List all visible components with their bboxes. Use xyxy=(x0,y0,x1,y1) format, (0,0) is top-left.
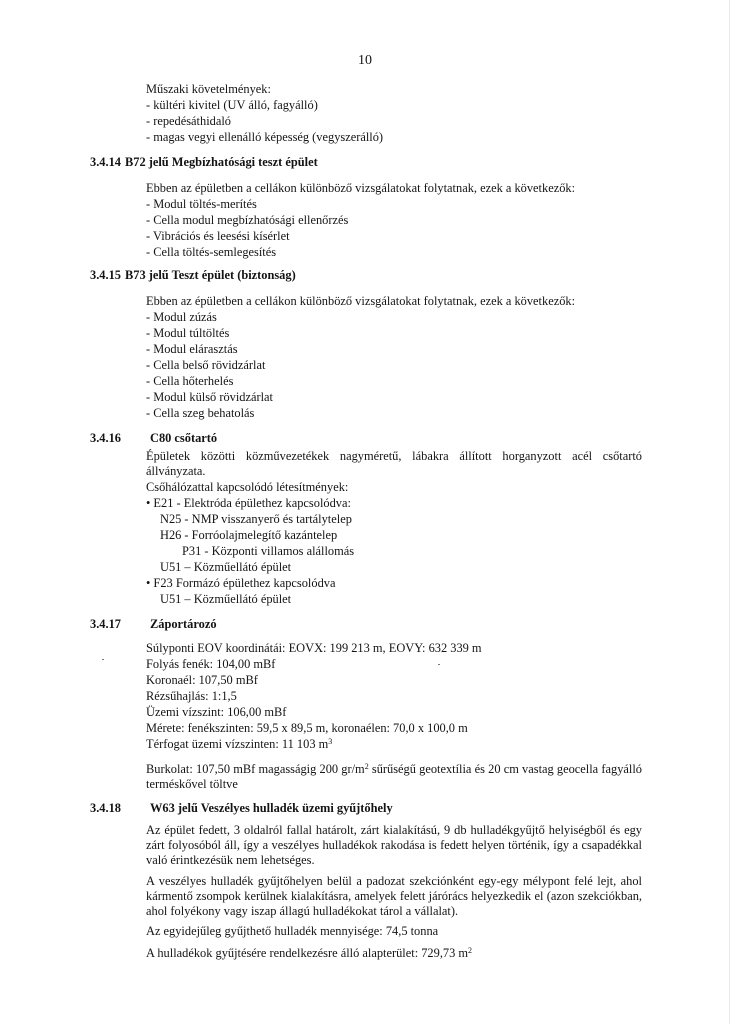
list-item: - Modul túltöltés xyxy=(146,326,230,340)
section-number: 3.4.15 xyxy=(90,268,121,282)
list-item: - Modul elárasztás xyxy=(146,342,238,356)
area-line xyxy=(146,946,472,961)
requirement-item: - magas vegyi ellenálló képesség (vegyszerálló) xyxy=(146,130,384,144)
section-title: B73 jelű Teszt épület (biztonság) xyxy=(124,268,296,282)
list-subitem: N25 - NMP visszanyerő és tartálytelep xyxy=(160,512,352,526)
list-intro: Csőhálózattal kapcsolódó létesítmények: xyxy=(146,480,349,494)
list-item: - Vibrációs és leesési kísérlet xyxy=(146,229,290,243)
spec-line: Rézsűhajlás: 1:1,5 xyxy=(146,689,237,703)
list-item: - Cella modul megbízhatósági ellenőrzés xyxy=(146,213,349,227)
area-unit-exponent: 2 xyxy=(468,946,473,955)
cover-text-pre: Burkolat: 107,50 mBf magasságig 200 gr/m xyxy=(146,762,365,776)
list-subitem: H26 - Forróolajmelegítő kazántelep xyxy=(160,528,338,542)
spec-line: Mérete: fenékszinten: 59,5 x 89,5 m, koronaélen: 70,0 x 100,0 m xyxy=(146,721,468,735)
scan-speck xyxy=(102,659,104,660)
section-heading-3-4-15 xyxy=(90,268,296,283)
section-heading-3-4-14 xyxy=(90,155,318,170)
list-item: - Modul töltés-merítés xyxy=(146,197,257,211)
volume-text: Térfogat üzemi vízszinten: 11 103 m xyxy=(146,737,329,751)
spec-line-volume xyxy=(146,737,332,752)
section-title: B72 jelű Megbízhatósági teszt épület xyxy=(124,155,318,169)
spec-line: Üzemi vízszint: 106,00 mBf xyxy=(146,705,287,719)
scan-speck xyxy=(438,664,440,665)
cover-unit-exponent: 2 xyxy=(364,762,369,771)
section-title: C80 csőtartó xyxy=(150,431,218,445)
spec-line: Folyás fenék: 104,00 mBf xyxy=(146,657,276,671)
area-text: A hulladékok gyűjtésére rendelkezésre álló alapterület: 729,73 m xyxy=(146,946,469,960)
list-item: - Modul zúzás xyxy=(146,310,217,324)
section-number: 3.4.16 xyxy=(90,431,121,445)
spec-line: Koronaél: 107,50 mBf xyxy=(146,673,258,687)
volume-unit-exponent: 3 xyxy=(328,737,333,746)
list-subitem: P31 - Központi villamos alállomás xyxy=(182,544,355,558)
list-item: - Cella szeg behatolás xyxy=(146,406,255,420)
list-item: • F23 Formázó épülethez kapcsolódva xyxy=(146,576,336,590)
section-intro: Ebben az épületben a cellákon különböző vizsgálatokat folytatnak, ezek a következők: xyxy=(146,181,576,195)
requirements-intro: Műszaki követelmények: xyxy=(146,82,271,96)
requirement-item: - kültéri kivitel (UV álló, fagyálló) xyxy=(146,98,318,112)
list-item: - Cella belső rövidzárlat xyxy=(146,358,266,372)
section-number: 3.4.17 xyxy=(90,617,121,631)
page-number: 10 xyxy=(358,53,372,68)
section-title: Záportározó xyxy=(150,617,217,631)
list-item: - Cella töltés-semlegesítés xyxy=(146,245,277,259)
requirement-item: - repedésáthidaló xyxy=(146,114,231,128)
section-paragraph: A veszélyes hulladék gyűjtőhelyen belül a padozat szekciónként egy-egy mélypont felé lejt, ahol kármentő zsompok kerülnek kialakításra, amelyek felett járórács helyezkedik el (azon szekciókban, ahol folyékony vagy iszap állagú hulladékokat tárol a vállalat). xyxy=(146,874,642,918)
cover-text-post: sűrűségű geotextília és 20 cm vastag geocella fagyálló terméskővel töltve xyxy=(146,762,642,791)
list-item: - Modul külső rövidzárlat xyxy=(146,390,273,404)
list-item: • E21 - Elektróda épülethez kapcsolódva: xyxy=(146,496,351,510)
spec-line: Súlyponti EOV koordinátái: EOVX: 199 213 m, EOVY: 632 339 m xyxy=(146,641,482,655)
section-heading-3-4-16 xyxy=(90,431,217,446)
section-number: 3.4.14 xyxy=(90,155,121,169)
list-item: - Cella hőterhelés xyxy=(146,374,234,388)
section-heading-3-4-17 xyxy=(90,617,217,632)
list-subitem: U51 – Közműellátó épület xyxy=(160,592,292,606)
section-intro: Ebben az épületben a cellákon különböző vizsgálatokat folytatnak, ezek a következők: xyxy=(146,294,576,308)
section-title: W63 jelű Veszélyes hulladék üzemi gyűjtőhely xyxy=(150,801,393,815)
list-subitem: U51 – Közműellátó épület xyxy=(160,560,292,574)
section-paragraph: Épületek közötti közművezetékek nagyméretű, lábakra állított horganyzott acél csőtartó állványzata. xyxy=(146,449,642,478)
section-number: 3.4.18 xyxy=(90,801,121,815)
cover-paragraph xyxy=(146,762,642,792)
section-paragraph: Az épület fedett, 3 oldalról fallal határolt, zárt kialakítású, 9 db hulladékgyűjtő helyiségből és egy zárt folyosóból áll, így a veszélyes hulladékok rakodása is fedett helyen történik, így a csapadékkal való érintkezésük nem lehetséges. xyxy=(146,823,642,867)
quantity-line: Az egyidejűleg gyűjthető hulladék mennyisége: 74,5 tonna xyxy=(146,924,439,938)
section-heading-3-4-18 xyxy=(90,801,393,816)
